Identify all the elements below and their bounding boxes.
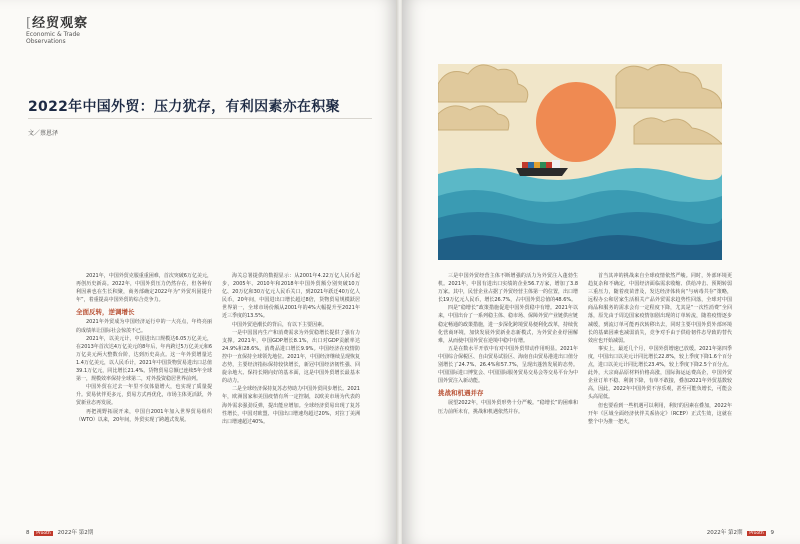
left-page [0, 0, 398, 544]
paragraph: 展望2022年，中国外贸形势十分严峻。“稳增长”的困难和压力前所未有，挑战和机遇依然并存。 [438, 400, 578, 415]
left-column-1 [76, 272, 212, 424]
paragraph: 2021年，中国外贸克服重重困难，首次突破6万亿美元，再创历史新高。2022年，中国外贸压力仍然存在，但各种有利因素也在生长积聚，商务部确定2022年为“外贸巩固提升年”，着重提高中国外贸的综合竞争力。 [76, 273, 212, 304]
paragraph: 再把视野拓展开来，中国自2001年加入世界贸易组织（WTO）以来，20年间，外贸实现了跨越式发展。 [76, 408, 212, 423]
paragraph: 五是在数水平开放中有对中国外贸带动作用明显。2021年中国综合保税区、自由贸易试验区、海南自由贸易港进出口值分别增长了24.7%、26.4%和57.7%，呈现出蓬勃发展的态势。中国国际进口博览会、中国国际服务贸易交易会等交易平台为中国外贸注入新动能。 [438, 345, 579, 385]
paragraph: 一是中国国内生产和消费需求为外贸稳增长提供了强有力支撑。2021年，中国GDP增长8.1%，出口对GDP贡献率达24.9%和28.6%，消费品进口增长9.9%。中国经济在疫情防控中一直保持全球领先地位。2021年，中国经济继续呈现恢复态势，主要经济指标保持较快增长，新冠中国经济韧性强、回旋余地大、保持长期向好的基本面，这是中国外贸增长最基本的动力。 [222, 329, 360, 385]
page-number: 9 [770, 530, 774, 536]
paragraph: 2021年外贸成为中国经济运行中的一大亮点，年终亮丽的成绩单让国际社会惊羡不已。 [76, 319, 212, 334]
paragraph: 但也要看到一些机遇可以利用，利好的因素在叠加，2022年开年《区域全面经济伙伴关系协定》（RCEP）正式生效，这就在整个中为推一把火， [588, 402, 732, 425]
paragraph: 二是全球经济保持复苏态势助力中国外贸同步增长。2021年，欧洲国家和美国疫情有所一定控制，以欧美市场为代表的海外需求强劲反弹，提出能应增加。全球经济贸易出现了复苏性增长，中国对欧盟、中国出口增速均超过20%，对拉丁美洲出口增速超过40%。 [222, 386, 360, 425]
paragraph: 首当其冲的挑战来自全球疫情依然严峻。同时，外部环境更趋复杂和不确定，中国经济面临需求收缩、供给冲击、预期转弱三重压力，随着疫苗普及，发达经济体转向“与病毒共存”策略，远程办公和居家生活相关产品外贸需求趋势性回落，全球对中国商品和服务的需求会有一定程度下降，尤其是“一次性消费”全回落，原先由于周边国家疫情加剧出现的订单转流，随着疫情逐步减缓，到流订单可能再次转移出去，同时主要中国外贸外部环境长的基础因素也减弱消失，竞争对手由于供给韧件态导致的替代效应也开始减弱。 [588, 273, 732, 344]
section-subtitle-2: Observations [26, 38, 66, 45]
left-column-2 [222, 272, 360, 426]
subheading: 全面反转，逆调增长 [76, 308, 135, 317]
magazine-logo: Prooth [36, 531, 51, 536]
section-badge [26, 12, 166, 45]
paragraph: 四是“稳增长”政策措施促进中国外贸稳中有增。2021年以来，中国出台了一系列稳主体、稳市场、保障外贸产业链供应链稳定畅通的政策措施，进一步深化跨境贸易便利化改革，持续优化营商环境，加快发展外贸新业态新模式，为外贸企业纾困解难，从而使中国外贸在逆境中稳中有增。 [438, 305, 579, 344]
paragraph: 海关总署提供的数据显示：从2001年4.22万亿人民币起步，2005年、2010年和2018年中国外贸额分别突破10万亿、20万亿和30万亿元人民币关口，到2021年跃迁40万亿人民币，20年间，中国进出口增长超过8倍，货物贸易规模跃居世界第一，全球市场份额从2001年的4%大幅提升至2021年近三季度的13.5%。 [222, 273, 360, 320]
right-column-2 [588, 272, 732, 426]
section-subtitle-1: Economic & Trade [26, 31, 80, 38]
section-title: [经贸观察 [26, 16, 89, 31]
article-title: 2022年中国外贸：压力犹存，有利因素亦在积聚 [28, 99, 340, 115]
paragraph: 三是中国外贸经营主体不断增强的活力为外贸注入蓬勃生机。2021年，中国有进出口实绩的企业56.7万家，增加了3.8万家。其中，民营企业占据了外贸经营主体第一的位置，出口增长19万亿元人民币，增长26.7%，占中国外贸总值的48.6%。 [438, 273, 579, 304]
right-folio [707, 528, 774, 536]
magazine-logo: Prooth [749, 531, 764, 536]
left-folio [26, 528, 93, 536]
paragraph: 2021年，以美元计，中国进出口规模达6.05万亿美元，在2013年首次达4万亿美元的8年后，年内跨过5万亿美元和6万亿美元两大整数台阶，达到历史高点。这一年外贸增量达1.4万亿美元，以人民币计，2021年中国货物贸易进出口总值39.1万亿元，同比增长21.4%。货物贸易总额已连续5年全球第一，规模效率保持全球第二，对外投资稳居世界前列。 [76, 335, 212, 383]
subheading: 挑战和机遇并存 [438, 389, 484, 398]
issue-label: 2022年 第2期 [706, 530, 743, 536]
paragraph: 中国外贸在过去一年里不仅体量增大，也实现了质量提升。贸易伙伴更多元，贸易方式再优化，市场主体更活跃，外贸新业态再发展。 [76, 384, 212, 407]
paper-cut-illustration [438, 64, 722, 260]
title-divider [28, 118, 372, 119]
right-page [402, 0, 800, 544]
issue-label: 2022年 第2期 [57, 530, 94, 536]
paragraph: 中国外贸逆潮长的背后，有以下主要因素。 [232, 321, 328, 328]
right-column-1 [438, 272, 578, 416]
byline: 文／蔡恩泽 [28, 130, 59, 137]
page-number: 8 [26, 530, 30, 536]
paragraph: 事实上，最近几个月，中国外贸增速已放缓。2021年第四季度，中国出口以美元计同比增长22.8%，较上季度下降1.6个百分点，进口以美元计同比增长23.4%，较上季度下降2.5个百分点。此外，大宗商品原材料价格高涨，国际海运运费高企，中国外贸企业订单不稳、利润下降，有单不敢接，叠加2021年外贸基数较高，因此，2022年中国外贸不容乐观，甚至可能负增长，可能会头高尾低。 [588, 345, 732, 401]
